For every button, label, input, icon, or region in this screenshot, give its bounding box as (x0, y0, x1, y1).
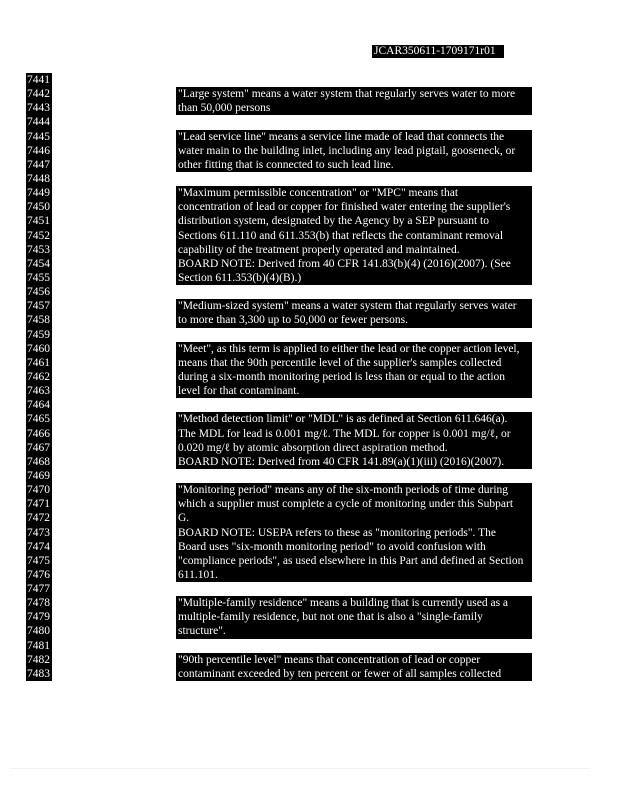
text-line-content: "Meet", as this term is applied to either the lead or the copper action level, (176, 342, 532, 356)
line-number: 7443 (27, 102, 50, 115)
text-line (176, 427, 538, 441)
line-number: 7447 (27, 158, 50, 171)
blank-line (176, 328, 538, 342)
line-number: 7448 (27, 172, 50, 185)
text-line (176, 554, 538, 568)
line-number: 7452 (27, 229, 50, 242)
text-line (176, 158, 538, 172)
text-line-content: water main to the building inlet, including any lead pigtail, gooseneck, or (176, 144, 532, 158)
text-line (176, 271, 538, 285)
text-line (176, 356, 538, 370)
line-number: 7478 (27, 597, 50, 610)
line-number: 7482 (27, 653, 50, 666)
text-line (176, 200, 538, 214)
page-footer-rule (10, 768, 590, 769)
text-line-content: means that the 90th percentile level of the supplier's samples collected (176, 356, 532, 370)
line-number: 7467 (27, 441, 50, 454)
line-number: 7449 (27, 187, 50, 200)
line-number: 7468 (27, 455, 50, 468)
text-line (176, 653, 538, 667)
text-line (176, 596, 538, 610)
text-line (176, 87, 538, 101)
line-number: 7444 (27, 116, 50, 129)
line-number: 7441 (27, 74, 50, 86)
line-number: 7462 (27, 370, 50, 383)
line-number: 7470 (27, 484, 50, 497)
text-line (176, 101, 538, 115)
text-line (176, 497, 538, 511)
text-line-content: BOARD NOTE: Derived from 40 CFR 141.89(a)(1)(iii) (2016)(2007). (176, 455, 532, 469)
line-number: 7479 (27, 611, 50, 624)
line-number: 7442 (27, 88, 50, 101)
text-line-content: The MDL for lead is 0.001 mg/ℓ. The MDL for copper is 0.001 mg/ℓ, or (176, 427, 532, 441)
line-number: 7458 (27, 314, 50, 327)
text-line-content: Sections 611.110 and 611.353(b) that reflects the contaminant removal (176, 229, 532, 243)
text-line (176, 483, 538, 497)
blank-line (176, 639, 538, 653)
text-line-content: structure". (176, 624, 532, 638)
text-line-content: to more than 3,300 up to 50,000 or fewer persons. (176, 313, 532, 327)
text-line (176, 130, 538, 144)
text-line-content: "Monitoring period" means any of the six-month periods of time during (176, 483, 532, 497)
text-line (176, 568, 538, 582)
line-number: 7466 (27, 427, 50, 440)
line-number: 7481 (27, 639, 50, 652)
blank-line (176, 285, 538, 299)
line-number: 7471 (27, 498, 50, 511)
line-number: 7445 (27, 130, 50, 143)
text-line-content: other fitting that is connected to such lead line. (176, 158, 532, 172)
line-number: 7477 (27, 583, 50, 596)
text-line-content: level for that contaminant. (176, 384, 532, 398)
text-line (176, 229, 538, 243)
text-line-content: capability of the treatment properly operated and maintained. (176, 243, 532, 257)
text-line (176, 610, 538, 624)
line-number-column (26, 73, 52, 681)
line-number: 7450 (27, 201, 50, 214)
text-line (176, 441, 538, 455)
text-line-content: "Medium-sized system" means a water system that regularly serves water (176, 299, 532, 313)
text-line-content: Board uses "six-month monitoring period" to avoid confusion with (176, 540, 532, 554)
text-line (176, 526, 538, 540)
text-line (176, 384, 538, 398)
line-number: 7460 (27, 342, 50, 355)
line-number: 7472 (27, 512, 50, 525)
text-line-content: distribution system, designated by the Agency by a SEP pursuant to (176, 214, 532, 228)
text-line-content: BOARD NOTE: Derived from 40 CFR 141.83(b)(4) (2016)(2007). (See (176, 257, 532, 271)
document-body (176, 73, 538, 681)
text-line-content: G. (176, 511, 532, 525)
text-line-content: concentration of lead or copper for finished water entering the supplier's (176, 200, 532, 214)
line-number: 7473 (27, 526, 50, 539)
line-number: 7469 (27, 469, 50, 482)
text-line (176, 214, 538, 228)
text-line (176, 186, 538, 200)
text-line (176, 455, 538, 469)
text-line-content: BOARD NOTE: USEPA refers to these as "monitoring periods". The (176, 526, 532, 540)
text-line-content: which a supplier must complete a cycle of monitoring under this Subpart (176, 497, 532, 511)
text-line-content: during a six-month monitoring period is less than or equal to the action (176, 370, 532, 384)
text-line-content: "Maximum permissible concentration" or "MPC" means that (176, 186, 532, 200)
line-number: 7453 (27, 243, 50, 256)
line-number: 7456 (27, 286, 50, 299)
text-line-content: multiple-family residence, but not one that is also a "single-family (176, 610, 532, 624)
line-number: 7476 (27, 568, 50, 581)
blank-line (176, 398, 538, 412)
line-number: 7451 (27, 215, 50, 228)
text-line-content: "Method detection limit" or "MDL" is as defined at Section 611.646(a). (176, 412, 532, 426)
line-number: 7480 (27, 625, 50, 638)
blank-line (176, 582, 538, 596)
text-line (176, 257, 538, 271)
blank-line (176, 172, 538, 186)
text-line-content: 611.101. (176, 568, 532, 582)
line-number: 7483 (27, 667, 50, 680)
text-line (176, 624, 538, 638)
line-number: 7465 (27, 413, 50, 426)
line-number: 7461 (27, 356, 50, 369)
text-line (176, 144, 538, 158)
line-number: 7446 (27, 144, 50, 157)
blank-line (176, 115, 538, 129)
blank-line (176, 73, 538, 87)
text-line-content: "90th percentile level" means that concentration of lead or copper (176, 653, 532, 667)
line-number: 7464 (27, 399, 50, 412)
text-line (176, 243, 538, 257)
line-number: 7455 (27, 271, 50, 284)
blank-line (176, 469, 538, 483)
text-line (176, 299, 538, 313)
text-line-content: "compliance periods", as used elsewhere in this Part and defined at Section (176, 554, 532, 568)
text-line-content: Section 611.353(b)(4)(B).) (176, 271, 532, 285)
document-id: JCAR350611-1709171r01 (372, 45, 504, 58)
line-number: 7454 (27, 257, 50, 270)
line-number: 7475 (27, 554, 50, 567)
text-line (176, 313, 538, 327)
text-line-content: "Large system" means a water system that regularly serves water to more (176, 87, 532, 101)
line-number: 7457 (27, 300, 50, 313)
text-line (176, 412, 538, 426)
line-number: 7459 (27, 328, 50, 341)
line-number: 7463 (27, 385, 50, 398)
text-line-content: than 50,000 persons (176, 101, 532, 115)
text-line (176, 342, 538, 356)
text-line (176, 667, 538, 681)
text-line (176, 511, 538, 525)
text-line (176, 370, 538, 384)
text-line-content: contaminant exceeded by ten percent or fewer of all samples collected (176, 667, 532, 681)
line-number: 7474 (27, 540, 50, 553)
text-line-content: "Multiple-family residence" means a building that is currently used as a (176, 596, 532, 610)
text-line-content: "Lead service line" means a service line made of lead that connects the (176, 130, 532, 144)
text-line-content: 0.020 mg/ℓ by atomic absorption direct aspiration method. (176, 441, 532, 455)
text-line (176, 540, 538, 554)
